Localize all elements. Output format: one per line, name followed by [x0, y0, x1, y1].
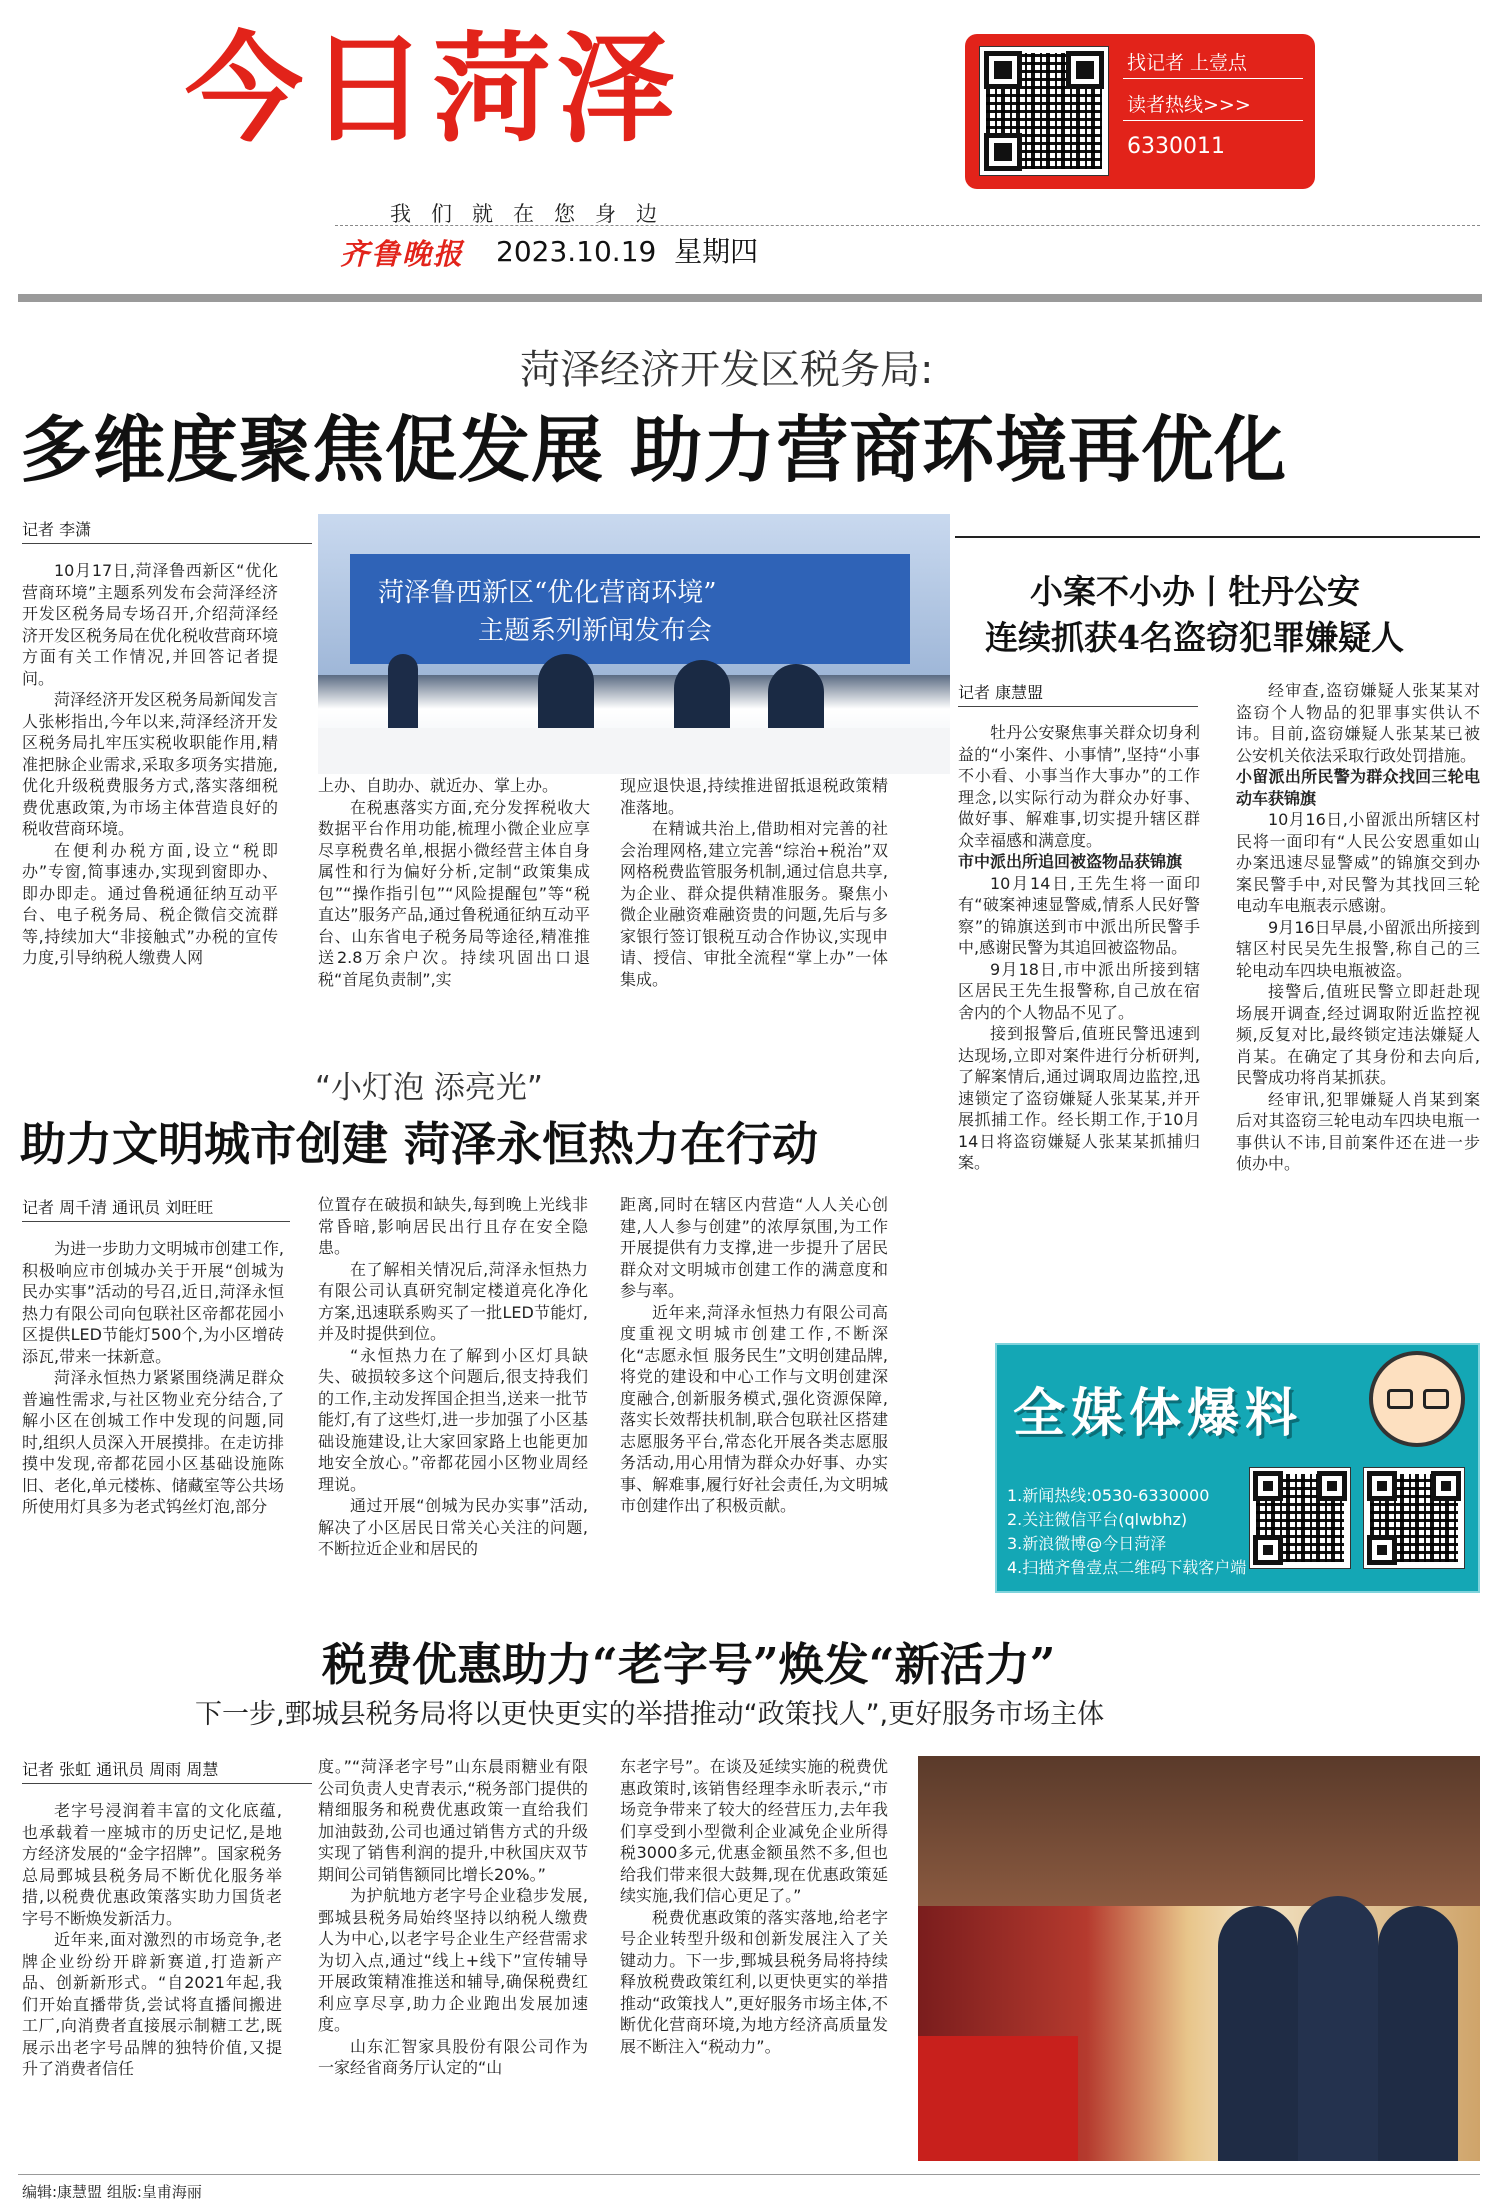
story3-column-3: 距离,同时在辖区内营造“人人关心创建,人人参与创建”的浓厚氛围,为工作开展提供有力支撑,进一步提升了居民群众对文明城市创建工作的满意度和参与率。 近年来,菏泽永恒热力有限公司高度重视文明城市创建工作,不断深化“志愿永恒 服务民生”文明创建品牌,将党的建设和中心工作与文明创建深度融合,创新服务模式,强化资源保障,落实长效帮扶机制,联合包联社区搭建志愿服务平台,常态化开展各类志愿服务活动,用心用情为群众办好事、办实事、解难事,履行好社会责任,为文明城市创建作出了积极贡献。 — [620, 1195, 888, 1515]
story4-column-2: 度。”“菏泽老字号”山东晨雨糖业有限公司负责人史青表示,“税务部门提供的精细服务和税费优惠政策一直给我们加油鼓劲,公司也通过销售方式的升级实现了销售利润的提升,中秋国庆双节期间公司销售额同比增长20%。” 为护航地方老字号企业稳步发展,鄄城县税务局始终坚持以纳税人缴费人为中心,以老字号企业生产经营需求为切入点,通过“线上+线下”宣传辅导开展政策精准推送和辅导,确保税费红利应享尽享,助力企业跑出发展加速度。 山东汇智家具股份有限公司作为一家经省商务厅认定的“山 — [318, 1757, 588, 2077]
badge-hotline: 6330011 — [1127, 134, 1225, 159]
story4-column-1: 老字号浸润着丰富的文化底蕴,也承载着一座城市的历史记忆,是地方经济发展的“金字招牌”。国家税务总局鄄城县税务局不断优化服务举措,以税费优惠政策落实助力国货老字号不断焕发新活力。 近年来,面对激烈的市场竞争,老牌企业纷纷开辟新赛道,打造新产品、创新新形式。“自2021年起,我们开始直播带货,尝试将直播间搬进工厂,向消费者直接展示制糖工艺,既展示出老字号品牌的独特价值,又提升了消费者信任 — [22, 1801, 282, 2078]
paragraph: 接到报警后,值班民警迅速到达现场,立即对案件进行分析研判,了解案情后,通过调取周边监控,迅速锁定了盗窃嫌疑人张某某,并开展抓捕工作。经长期工作,于10月14日将盗窃嫌疑人张某某抓捕归案。 — [958, 1024, 1200, 1172]
issue-date: 2023.10.19 — [496, 235, 657, 268]
story1-byline: 记者 李潇 — [22, 517, 312, 544]
paragraph: 接警后,值班民警立即赶赴现场展开调查,经过调取附近监控视频,反复对比,最终锁定违法嫌疑人肖某。在确定了其身份和去向后,民警成功将肖某抓获。 — [1236, 982, 1480, 1087]
paragraph: 牡丹公安聚焦事关群众切身利益的“小案件、小事情”,坚持“小事不小看、小事当作大事办”的工作理念,以实际行动为群众办好事、做好事、解难事,切实提升辖区群众幸福感和满意度。 — [958, 723, 1200, 850]
cartoon-person-icon — [1369, 1351, 1465, 1447]
story3-column-2: 位置存在破损和缺失,每到晚上光线非常昏暗,影响居民出行且存在安全隐患。 在了解相关情况后,菏泽永恒热力有限公司认真研究制定楼道亮化净化方案,迅速联系购买了一批LED节能灯,并及时提供到位。 “永恒热力在了解到小区灯具缺失、破损较多这个问题后,很支持我们的工作,主动发挥国企担当,送来一批节能灯,有了这些灯,进一步加强了小区基础设施建设,让大家回家路上也能更加地安全放心。”帝都花园小区物业周经理说。 通过开展“创城为民办实事”活动,解决了小区居民日常关心关注的问题,不断拉近企业和居民的 — [318, 1195, 588, 1558]
tip-line-ad — [995, 1343, 1480, 1593]
story3-headline: 助力文明城市创建 菏泽永恒热力在行动 — [20, 1117, 819, 1171]
story4-factory-photo — [918, 1756, 1480, 2161]
masthead-title: 今日菏泽 — [185, 20, 682, 158]
ad-line-3: 3.新浪微博@今日菏泽 — [1007, 1534, 1167, 1553]
story1-kicker: 菏泽经济开发区税务局: — [520, 347, 934, 393]
story4-column-3: 东老字号”。在谈及延续实施的税费优惠政策时,该销售经理李永昕表示,“市场竞争带来了较大的经营压力,去年我们享受到小型微利企业减免企业所得税3000多元,优惠金额虽然不多,但也给我们带来很大鼓舞,现在优惠政策延续实施,我们信心更足了。” 税费优惠政策的落实落地,给老字号企业转型升级和创新发展注入了关键动力。下一步,鄄城县税务局将持续释放税费政策红利,以更快更实的举措推动“政策找人”,更好服务市场主体,不断优化营商环境,为地方经济高质量发展不断注入“税动力”。 — [620, 1757, 888, 2056]
story1-headline: 多维度聚焦促发展 助力营商环境再优化 — [20, 407, 1288, 492]
ad-line-2: 2.关注微信平台(qlwbhz) — [1007, 1510, 1188, 1529]
story1-column-1: 10月17日,菏泽鲁西新区“优化营商环境”主题系列发布会菏泽经济开发区税务局专场召开,介绍菏泽经济开发区税务局在优化税收营商环境方面有关工作情况,并回答记者提问。 菏泽经济开发区税务局新闻发言人张彬指出,今年以来,菏泽经济开发区税务局扎牢压实税收职能作用,精准把脉企业需求,采取多项务实措施,优化升级税费服务方式,落实落细税费优惠政策,为市场主体营造良好的税收营商环境。 在便利办税方面,设立“税即办”专窗,简事速办,实现到窗即办、即办即走。通过鲁税通征纳互动平台、电子税务局、税企微信交流群等,持续加大“非接触式”办税的宣传力度,引导纳税人缴费人网 — [22, 561, 278, 967]
paragraph: 经审讯,犯罪嫌疑人肖某到案后对其盗窃三轮电动车四块电瓶一事供认不讳,目前案件还在进一步侦办中。 — [1236, 1089, 1480, 1173]
story2-headline: 连续抓获4名盗窃犯罪嫌疑人 — [985, 618, 1404, 657]
slogan: 我们就在您身边 — [390, 202, 677, 226]
story1-column-3: 现应退快退,持续推进留抵退税政策精准落地。 在精诚共治上,借助相对完善的社会治理网格,建立完善“综治+税治”双网格税费监管服务机制,通过信息共享,为企业、群众提供精准服务。聚焦小微企业融资难融资贵的问题,先后与多家银行签订银税互动合作协议,实现申请、授信、审批全流程“掌上办”一体集成。 — [620, 776, 888, 989]
badge-line-1: 找记者 上壹点 — [1127, 52, 1248, 74]
dateline — [496, 230, 758, 270]
subheading: 小留派出所民警为群众找回三轮电动车获锦旗 — [1236, 767, 1480, 808]
story2-byline: 记者 康慧盟 — [958, 680, 1198, 707]
paragraph: 9月18日,市中派出所接到辖区居民王先生报警称,自己放在宿舍内的个人物品不见了。 — [958, 959, 1200, 1022]
masthead-divider — [18, 294, 1482, 302]
badge-line-2: 读者热线>>> — [1127, 94, 1251, 116]
story3-column-1: 为进一步助力文明城市创建工作,积极响应市创城办关于开展“创城为民办实事”活动的号召,近日,菏泽永恒热力有限公司向包联社区帝都花园小区提供LED节能灯500个,为小区增砖添瓦,带来一抹新意。 菏泽永恒热力紧紧围绕满足群众普遍性需求,与社区物业充分结合,了解小区在创城工作中发现的问题,同时,组织人员深入开展摸排。在走访排摸中发现,帝都花园小区基础设施陈旧、老化,单元楼栋、储藏室等公共场所使用灯具多为老式钨丝灯泡,部分 — [22, 1239, 284, 1516]
story1-column-2: 上办、自助办、就近办、掌上办。 在税惠落实方面,充分发挥税收大数据平台作用功能,梳理小微企业应享尽享税费名单,根据小微经营主体自身属性和行为偏好分析,定制“政策集成包”“操作指引包”“风险提醒包”等“税直达”服务产品,通过鲁税通征纳互动平台、山东省电子税务局等途径,精准推送2.8万余户次。持续巩固出口退税“首尾负责制”,实 — [318, 776, 590, 989]
story2-kicker: 小案不小办丨牡丹公安 — [1030, 572, 1360, 611]
paragraph: 经审查,盗窃嫌疑人张某某对盗窃个人物品的犯罪事实供认不讳。目前,盗窃嫌疑人张某某已被公安机关依法采取行政处罚措施。 — [1236, 681, 1480, 765]
story4-subhead: 下一步,鄄城县税务局将以更快更实的举措推动“政策找人”,更好服务市场主体 — [195, 1699, 1105, 1730]
paragraph: 9月16日早晨,小留派出所接到辖区村民吴先生报警,称自己的三轮电动车四块电瓶被盗。 — [1236, 917, 1480, 980]
reporter-badge — [965, 34, 1315, 189]
ad-title: 全媒体爆料 — [1013, 1384, 1304, 1444]
paragraph: 10月16日,小留派出所辖区村民将一面印有“人民公安恩重如山 办案迅速尽显警威”的锦旗交到办案民警手中,对民警为其找回三轮电动车电瓶表示感谢。 — [1236, 810, 1480, 915]
paragraph: 10月14日,王先生将一面印有“破案神速显警威,情系人民好警察”的锦旗送到市中派出所民警手中,感谢民警为其追回被盗物品。 — [958, 873, 1200, 957]
subheading: 市中派出所追回被盗物品获锦旗 — [958, 852, 1183, 871]
story4-headline: 税费优惠助力“老字号”焕发“新活力” — [322, 1638, 1056, 1691]
story2-column-2 — [1236, 680, 1480, 1312]
story4-byline: 记者 张虹 通讯员 周雨 周慧 — [22, 1757, 312, 1784]
ad-line-4: 4.扫描齐鲁壹点二维码下载客户端 — [1007, 1558, 1247, 1577]
story2-column-1 — [958, 722, 1200, 1312]
qr-code-icon — [1249, 1467, 1351, 1569]
photo-banner-line1: 菏泽鲁西新区“优化营商环境” — [378, 578, 717, 608]
qr-code-icon — [979, 46, 1109, 176]
qr-code-icon — [1363, 1467, 1465, 1569]
ad-line-1: 1.新闻热线:0530-6330000 — [1007, 1486, 1210, 1505]
page-footer: 编辑:康慧盟 组版:皇甫海丽 — [22, 2183, 202, 2201]
photo-banner-line2: 主题系列新闻发布会 — [478, 616, 713, 646]
story1-press-photo — [318, 514, 950, 774]
paper-logo: 齐鲁晚报 — [340, 237, 465, 271]
story3-byline: 记者 周千清 通讯员 刘旺旺 — [22, 1195, 290, 1222]
story3-kicker: “小灯泡 添亮光” — [315, 1070, 543, 1106]
weekday: 星期四 — [674, 235, 759, 268]
